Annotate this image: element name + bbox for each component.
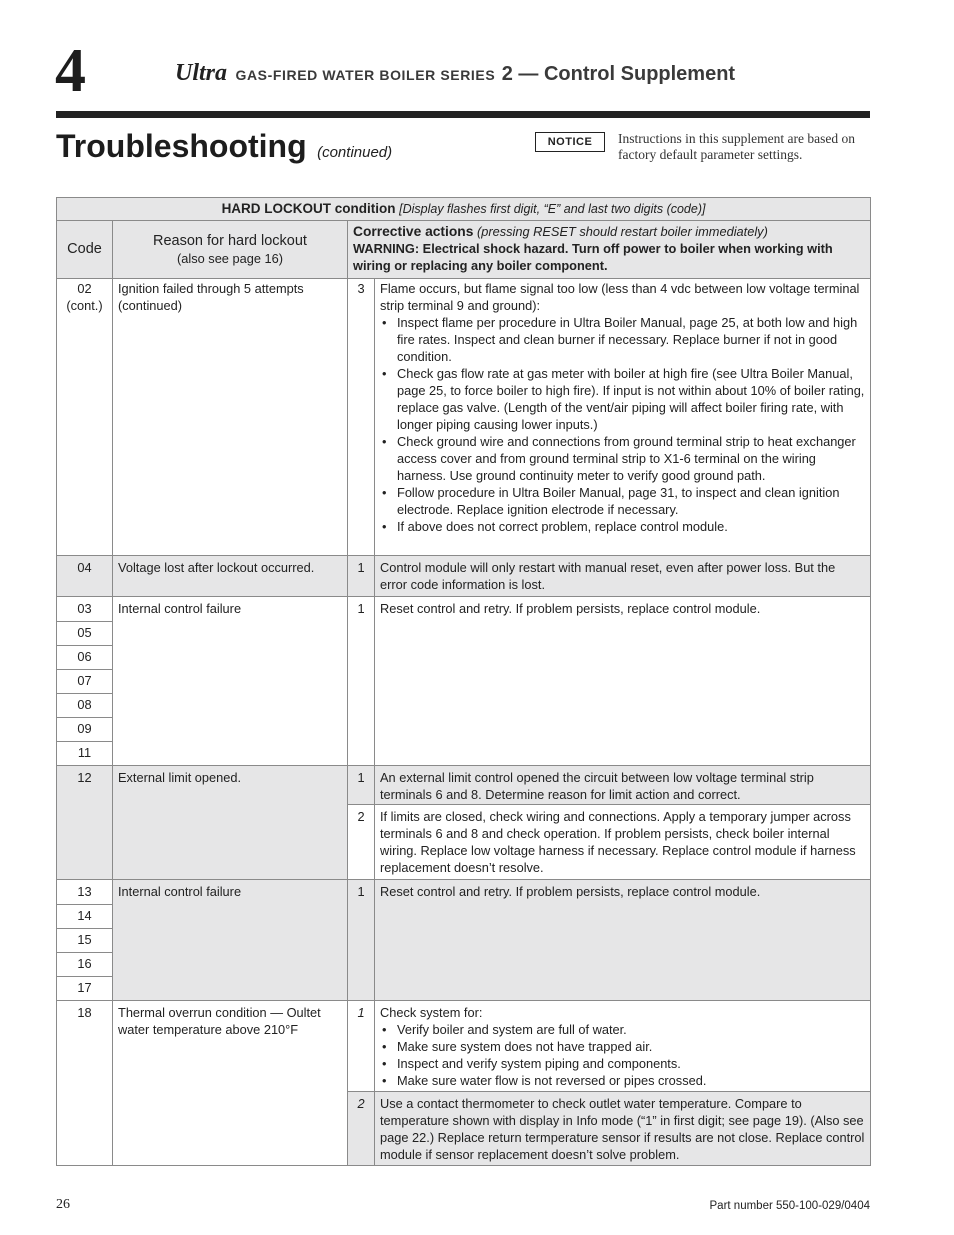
row-code: 14 bbox=[57, 905, 113, 929]
list-item: • Follow procedure in Ultra Boiler Manual, page 31, to inspect and clean ignition electrode. Replace ignition electrode if necessary. bbox=[397, 484, 865, 518]
code-02: 02 bbox=[77, 281, 92, 296]
page-title bbox=[56, 128, 392, 165]
step-number: 1 bbox=[348, 766, 375, 805]
table-row bbox=[57, 880, 871, 905]
step-number: 1 bbox=[348, 1001, 375, 1092]
row-code: 18 bbox=[57, 1001, 113, 1166]
table-caption-row bbox=[57, 198, 871, 221]
row-code: 12 bbox=[57, 766, 113, 880]
row-code: 05 bbox=[57, 622, 113, 646]
row-reason: Ignition failed through 5 attempts (continued) bbox=[113, 279, 348, 556]
notice-badge: NOTICE bbox=[535, 132, 605, 152]
hard-lockout-table bbox=[56, 197, 871, 1166]
header-reason-label: Reason for hard lockout bbox=[153, 232, 307, 249]
list-item: • Make sure water flow is not reversed or pipes crossed. bbox=[397, 1072, 865, 1089]
step-number: 2 bbox=[348, 805, 375, 880]
corrective-action bbox=[375, 279, 871, 556]
notice-text: Instructions in this supplement are based on factory default parameter settings. bbox=[618, 131, 855, 162]
caption-bold: HARD LOCKOUT condition bbox=[221, 201, 396, 216]
row-reason: Internal control failure bbox=[113, 880, 348, 1001]
warning-label: WARNING: bbox=[353, 241, 420, 256]
table-row bbox=[57, 766, 871, 805]
title-main: Troubleshooting bbox=[56, 128, 307, 164]
row-code: 13 bbox=[57, 880, 113, 905]
corrective-action: Reset control and retry. If problem persists, replace control module. bbox=[375, 597, 871, 766]
row-code: 08 bbox=[57, 694, 113, 718]
step-number: 2 bbox=[348, 1092, 375, 1166]
list-item: • If above does not correct problem, replace control module. bbox=[397, 518, 865, 535]
row-code: 09 bbox=[57, 718, 113, 742]
action-intro: Flame occurs, but flame signal too low (less than 4 vdc between low voltage terminal strip terminal 9 and ground): bbox=[380, 281, 860, 313]
row-code bbox=[57, 279, 113, 556]
step-number: 1 bbox=[348, 597, 375, 766]
action-bullets bbox=[380, 1021, 865, 1089]
corrective-action: Control module will only restart with manual reset, even after power loss. But the error code information is lost. bbox=[375, 556, 871, 597]
row-code: 06 bbox=[57, 646, 113, 670]
action-intro: Check system for: bbox=[380, 1005, 483, 1020]
list-item: • Inspect flame per procedure in Ultra Boiler Manual, page 25, at both low and high fire rates. Inspect and clean burner if necessary. Replace burner if not in good condition. bbox=[397, 314, 865, 365]
series-label: GAS-FIRED WATER BOILER SERIES bbox=[235, 67, 496, 83]
corrective-action: An external limit control opened the circuit between low voltage terminal strip terminals 6 and 8. Determine reason for limit action and correct. bbox=[375, 766, 871, 805]
table-row bbox=[57, 1001, 871, 1092]
warning-text: Electrical shock hazard. Turn off power to boiler when working with wiring or replacing any boiler component. bbox=[353, 241, 833, 273]
row-code: 16 bbox=[57, 953, 113, 977]
supplement-title: 2 — Control Supplement bbox=[501, 63, 736, 85]
header-rule bbox=[56, 111, 870, 118]
row-code: 15 bbox=[57, 929, 113, 953]
table-row bbox=[57, 597, 871, 622]
part-number: Part number 550-100-029/0404 bbox=[709, 1200, 870, 1212]
step-number: 1 bbox=[348, 556, 375, 597]
corrective-action bbox=[375, 1001, 871, 1092]
corrective-action: If limits are closed, check wiring and connections. Apply a temporary jumper across terminals 6 and 8 and check operation. If problem persists, check boiler internal wiring. Replace low voltage harness if necessary. Replace control module if harness replacement doesn’t resolve. bbox=[375, 805, 871, 880]
list-item: • Check gas flow rate at gas meter with boiler at high fire (see Ultra Boiler Manual, page 25, to force boiler to high fire). If input is not within about 10% of boiler rating, replace gas valve. (Length of the vent/air piping will affect boiler firing rate, with longer piping causing lower inputs.) bbox=[397, 365, 865, 433]
header-reason-sub: (also see page 16) bbox=[177, 250, 283, 266]
corrective-action: Use a contact thermometer to check outlet water temperature. Compare to temperature shown with display in Info mode (“1” in first digit; see page 19). (Also see page 22.) Replace return termperature sensor if results are not close. Replace control module if sensor replacement doesn’t solve problem. bbox=[375, 1092, 871, 1166]
table-row bbox=[57, 556, 871, 597]
caption-italic: [Display flashes first digit, “E” and last two digits (code)] bbox=[399, 202, 706, 216]
step-number: 1 bbox=[348, 880, 375, 1001]
list-item: • Make sure system does not have trapped air. bbox=[397, 1038, 865, 1055]
corrective-action: Reset control and retry. If problem persists, replace control module. bbox=[375, 880, 871, 1001]
title-continued: (continued) bbox=[317, 144, 393, 161]
table-header-row bbox=[57, 221, 871, 279]
row-code: 07 bbox=[57, 670, 113, 694]
header-corrective-label: Corrective actions bbox=[353, 224, 474, 239]
header-reason bbox=[113, 221, 348, 279]
brand-name: Ultra bbox=[175, 60, 228, 86]
header-corrective-note: (pressing RESET should restart boiler immediately) bbox=[476, 224, 768, 239]
list-item: • Check ground wire and connections from ground terminal strip to heat exchanger access cover and from ground terminal strip to X1-6 terminal on the wiring harness. Use ground continuity meter to verify good ground path. bbox=[397, 433, 865, 484]
list-item: • Verify boiler and system are full of water. bbox=[397, 1021, 865, 1038]
table-caption bbox=[57, 198, 871, 221]
table-row bbox=[57, 279, 871, 556]
row-code: 11 bbox=[57, 742, 113, 766]
section-number: 4 bbox=[55, 37, 86, 105]
row-code: 03 bbox=[57, 597, 113, 622]
running-header bbox=[175, 60, 735, 87]
row-code: 04 bbox=[57, 556, 113, 597]
step-number: 3 bbox=[348, 279, 375, 556]
list-item: • Inspect and verify system piping and components. bbox=[397, 1055, 865, 1072]
row-code: 17 bbox=[57, 977, 113, 1001]
code-cont: (cont.) bbox=[66, 298, 103, 313]
page-number: 26 bbox=[56, 1197, 70, 1212]
row-reason: Internal control failure bbox=[113, 597, 348, 766]
row-reason: External limit opened. bbox=[113, 766, 348, 880]
header-corrective bbox=[348, 221, 871, 279]
action-bullets bbox=[380, 314, 865, 535]
row-reason: Voltage lost after lockout occurred. bbox=[113, 556, 348, 597]
header-code: Code bbox=[57, 221, 113, 279]
row-reason: Thermal overrun condition — Oultet water temperature above 210°F bbox=[113, 1001, 348, 1166]
